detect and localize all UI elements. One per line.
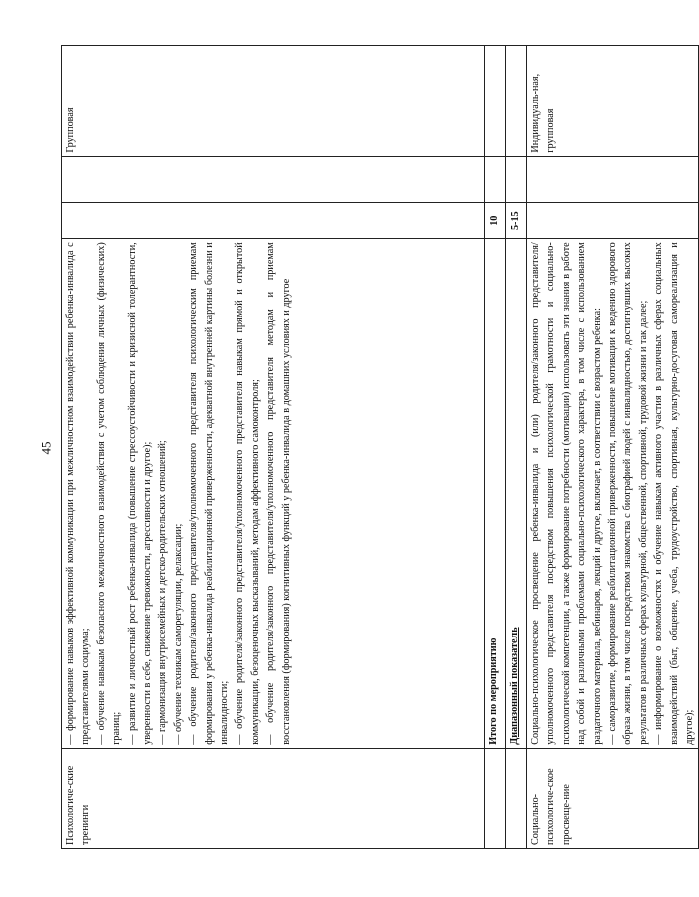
range-value: 5-15 — [506, 203, 527, 239]
page-number: 45 — [38, 441, 54, 455]
table-row-training — [62, 46, 485, 849]
training-item: — обучение родителя/законного представителя/уполномоченного представителя психологическим приемам формирования у ребенка-инвалида реабилитационной приверженности, адекватной внутренней картины болезни и инвалидности; — [188, 242, 231, 745]
range-empty-cell — [506, 748, 527, 848]
hours-cell-training — [62, 203, 485, 239]
form-cell-social: Индивидуаль-ная, групповая — [527, 46, 699, 157]
range-label: Диапазонный показатель — [506, 239, 527, 748]
blank-cell-social — [527, 156, 699, 203]
training-item: — обучение техникам саморегуляции, релаксации; — [172, 523, 184, 745]
description-cell-social — [527, 239, 699, 748]
table-row-range — [506, 46, 527, 849]
training-item: — гармонизация внутрисемейных и детско-родительских отношений; — [157, 440, 169, 745]
total-value: 10 — [485, 203, 506, 239]
training-item: — формирование навыков эффективной коммуникации при межличностном взаимодействии ребенка-инвалида с представителями социума; — [65, 242, 92, 745]
total-label: Итого по мероприятию — [485, 239, 506, 748]
training-item: — развитие и личностный рост ребенка-инвалида (повышение стрессоустойчивости и кризисной толерантности, уверенности в себе, снижение тревожности, агрессивности и другое); — [126, 242, 154, 745]
hours-cell-social — [527, 203, 699, 239]
training-item: — обучение родителя/законного представителя/уполномоченного представителя навыкам прямой и открытой коммуникации, безоценочных высказываний, методам аффективного самоконтроля; — [234, 242, 261, 745]
table-row-total — [485, 46, 506, 849]
table-row-social — [527, 46, 699, 849]
social-item: — информирование о возможностях и обучение навыкам активного участия в различных сферах социальных взаимодействий (быт, общение, учеба, трудоустройство, спортивная, культурно-досуговая самореализация и другое); — [653, 242, 696, 745]
total-blank-2 — [485, 46, 506, 157]
range-blank-2 — [506, 46, 527, 157]
form-cell-training: Групповая — [62, 46, 485, 157]
services-table — [61, 45, 699, 849]
social-item: — саморазвитие, формирование реабилитационной приверженности, повышение мотивации к ведению здорового образа жизни, в том числе посредством знакомства с биографией людей с инвалидностью, достигнувших высоких результатов в различных сферах культурной, общественной, спортивной, трудовой жизни и так далее; — [607, 242, 649, 745]
training-item: — обучение родителя/законного представителя/уполномоченного представителя методам и приемам восстановления (формирования) когнитивных функций у ребенка-инвалида в домашних условиях и другое — [265, 242, 292, 745]
social-item: Социально-психологическое просвещение ребенка-инвалида и (или) родителя/законного представителя/уполномоченного представителя посредством повышения психологической грамотности и социально-психологической компетенции, а также формирование потребности (мотивации) использовать эти знания в работе над собой и различными проблемами социально-психологического характера, в том числе с использованием раздаточного материала, вебинаров, лекций и другое, включает, в соответствии с возрастом ребенка: — [530, 242, 603, 745]
category-cell-training: Психологиче-ские тренинги — [62, 748, 485, 848]
services-table-rotated — [61, 45, 696, 849]
category-cell-social: Социально-психологиче-ское просвеще-ние — [527, 748, 699, 848]
blank-cell-training — [62, 156, 485, 203]
total-blank — [485, 156, 506, 203]
description-cell-training — [62, 239, 485, 748]
training-item: — обучение навыкам безопасного межличностного взаимодействия с учетом соблюдения личных (физических) границ; — [95, 242, 123, 745]
total-empty-cell — [485, 748, 506, 848]
range-blank — [506, 156, 527, 203]
